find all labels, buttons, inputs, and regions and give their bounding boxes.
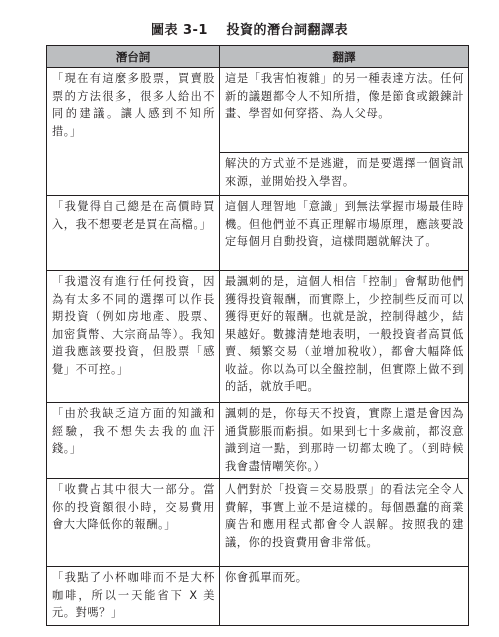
subtext-text: 「由於我缺乏這方面的知識和經驗，我不想失去我的血汗錢。」: [52, 407, 215, 455]
table-row: [47, 196, 469, 271]
translation-text: 解決的方式並不是逃避，而是要選擇一個資訊來源，並開始投入學習。: [225, 157, 464, 188]
table-row: [47, 567, 469, 626]
subtext-cell: [47, 567, 220, 626]
subtext-cell: [47, 271, 220, 403]
subtext-text: 「我還沒有進行任何投資，因為有太多不同的選擇可以作長期投資（例如房地產、股票、加密貨幣、大宗商品等）。我知道我應該要投資，但股票「感覺」不可控。」: [52, 275, 215, 376]
translation-text: 人們對於「投資＝交易股票」的看法完全令人費解，事實上並不是這樣的。每個愚蠢的商業廣告和應用程式都會令人誤解。按照我的建議，你的投資費用會非常低。: [225, 483, 464, 549]
translation-text: 諷刺的是，你每天不投資，實際上還是會因為通貨膨脹而虧損。如果到七十多歲前，都沒意識到這一點，到那時一切都太晚了。（到時候我會盡情嘲笑你。）: [225, 407, 464, 473]
subtext-cell: [47, 479, 220, 567]
translation-text: 最諷刺的是，這個人相信「控制」會幫助他們獲得投資報酬，而實際上，少控制些反而可以獲得更好的報酬。也就是說，控制得越少，結果越好。數據清楚地表明，一般投資者高買低賣、頻繁交易（並增加稅收），都會大幅降低收益。你以為可以全盤控制，但實際上做不到的話，就放手吧。: [225, 275, 464, 393]
column-header-translation: 翻譯: [220, 46, 469, 68]
translation-cell: [220, 479, 469, 567]
translation-cell: [220, 567, 469, 626]
subtext-text: 「收費占其中很大一部分。當你的投資額很小時，交易費用會大大降低你的報酬。」: [52, 483, 215, 531]
subtext-cell: [47, 68, 220, 196]
table-row: [47, 403, 469, 479]
table-header-row: [47, 46, 469, 68]
column-header-subtext: 潛台詞: [47, 46, 220, 68]
table-title: 圖表 3-1 投資的潛台詞翻譯表: [150, 23, 349, 38]
translation-text: 這個人理智地「意識」到無法掌握市場最佳時機。但他們並不真正理解市場原理，應該要設定每個月自動投資，這樣問題就解決了。: [225, 200, 464, 248]
subtext-text: 「現在有這麼多股票，買賣股票的方法很多，很多人給出不同的建議。讓人感到不知所措。」: [52, 72, 215, 138]
table-row: [47, 479, 469, 567]
translation-cell: [220, 271, 469, 403]
subtext-translation-table: [46, 45, 469, 626]
subtext-cell: [47, 196, 220, 271]
translation-cell: [220, 196, 469, 271]
table-row: [47, 68, 469, 196]
subtext-cell: [47, 403, 220, 479]
subtext-text: 「我覺得自己總是在高價時買入，我不想要老是買在高檔。」: [52, 200, 215, 231]
translation-cell: [220, 403, 469, 479]
translation-text: 你會孤單而死。: [225, 571, 308, 584]
translation-cell: [220, 68, 469, 196]
table-row: [47, 271, 469, 403]
subtext-text: 「我點了小杯咖啡而不是大杯咖啡，所以一天能省下 X 美元。對嗎？」: [52, 571, 215, 619]
translation-text: 這是「我害怕複雜」的另一種表達方法。任何新的議題都令人不知所措，像是節食或鍛鍊計畫、學習如何穿搭、為人父母。: [225, 72, 464, 120]
